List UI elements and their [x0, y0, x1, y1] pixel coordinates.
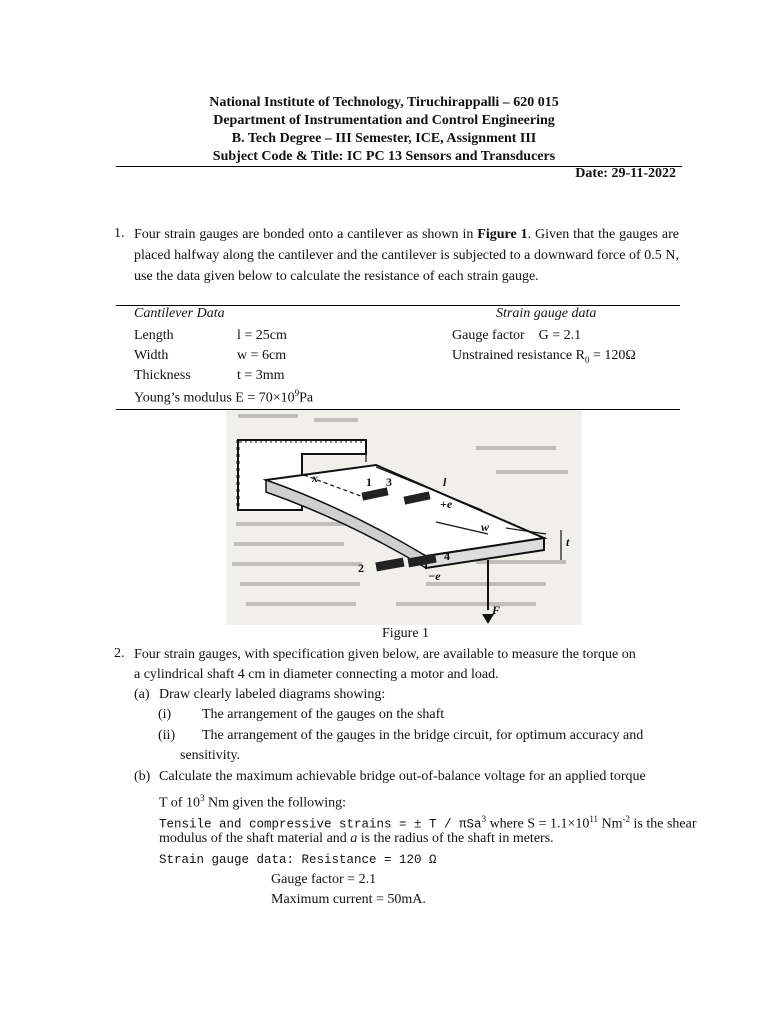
gauge-4-label: 4 [444, 549, 450, 563]
department-name: Department of Instrumentation and Control Engineering [213, 113, 555, 128]
part-a-label: (a) [134, 687, 150, 702]
label-e-negative: −e [428, 569, 441, 583]
assignment-date: Date: 29-11-2022 [575, 166, 676, 181]
row-thickness-value: t = 3mm [237, 368, 285, 383]
row-width-label: Width [134, 348, 169, 363]
part-a-i-label: (i) [158, 707, 172, 722]
part-a-ii-text: The arrangement of the gauges in the bridge circuit, for optimum accuracy and [202, 728, 644, 743]
label-w: w [481, 520, 490, 534]
strain-gauge-factor: Gauge factor = 2.1 [271, 872, 377, 887]
label-l: l [443, 475, 447, 489]
part-a-i-text: The arrangement of the gauges on the shaft [202, 707, 445, 722]
gauge-1-label: 1 [366, 475, 372, 489]
question-1-number: 1. [114, 226, 125, 241]
part-b-strains: Tensile and compressive strains = ± T / πSa$^3$ where $S = 1.1\times 10^{11}$ $Nm^{-2}$ is the shear [159, 814, 697, 832]
strain-gauge-resistance: Strain gauge data: Resistance = 120 Ω [159, 853, 437, 867]
cantilever-figure [226, 410, 582, 625]
part-b-label: (b) [134, 769, 151, 784]
strain-gauge-data-heading: Strain gauge data [496, 306, 597, 321]
question-2-line-1: Four strain gauges, with specification given below, are available to measure the torque on [134, 647, 636, 662]
unstrained-resistance-value: Unstrained resistance $R_0 = 120\Omega$ [452, 348, 636, 365]
part-b-torque: T of $10^3$ Nm given the following: [159, 793, 347, 811]
part-a-ii-continuation: sensitivity. [180, 748, 241, 763]
row-thickness-label: Thickness [134, 368, 191, 383]
label-F: F [492, 603, 501, 617]
row-length-label: Length [134, 328, 174, 343]
strain-gauge-current: Maximum current = 50mA. [271, 892, 426, 907]
row-length-value: l = 25cm [237, 328, 287, 343]
part-a-text: Draw clearly labeled diagrams showing: [159, 687, 386, 702]
part-a-ii-label: (ii) [158, 728, 176, 743]
label-t: t [566, 535, 570, 549]
cantilever-data-heading: Cantilever Data [134, 306, 225, 321]
question-2-line-2: a cylindrical shaft 4 cm in diameter connecting a motor and load. [134, 667, 499, 682]
part-b-modulus: modulus of the shaft material and a is the radius of the shaft in meters. [159, 831, 554, 846]
figure-1-reference: Figure 1 [477, 227, 528, 242]
question-2-number: 2. [114, 646, 125, 661]
gauge-2-label: 2 [358, 561, 364, 575]
institute-name: National Institute of Technology, Tiruchirappalli – 620 015 [209, 95, 559, 110]
degree-line: B. Tech Degree – III Semester, ICE, Assignment III [231, 131, 537, 146]
label-e-positive: +e [440, 497, 453, 511]
row-width-value: w = 6cm [237, 348, 287, 363]
part-b-text: Calculate the maximum achievable bridge out-of-balance voltage for an applied torque [159, 769, 646, 784]
figure-1-caption: Figure 1 [382, 626, 430, 641]
subject-title: Subject Code & Title: IC PC 13 Sensors and Transducers [212, 149, 556, 164]
label-x: x [312, 471, 318, 485]
gauge-3-label: 3 [386, 475, 392, 489]
row-youngs-modulus: Young’s modulus $E = 70\times 10^9Pa$ [134, 388, 314, 406]
question-1-text: Four strain gauges are bonded onto a cantilever as shown in Figure 1. Given that the gauges are placed halfway along the cantilever and the cantilever is subjected to a downward force of 0.5 N, use the data given below to calculate the resistance of each strain gauge. [134, 227, 679, 284]
gauge-factor-value: Gauge factor G = 2.1 [452, 328, 582, 343]
